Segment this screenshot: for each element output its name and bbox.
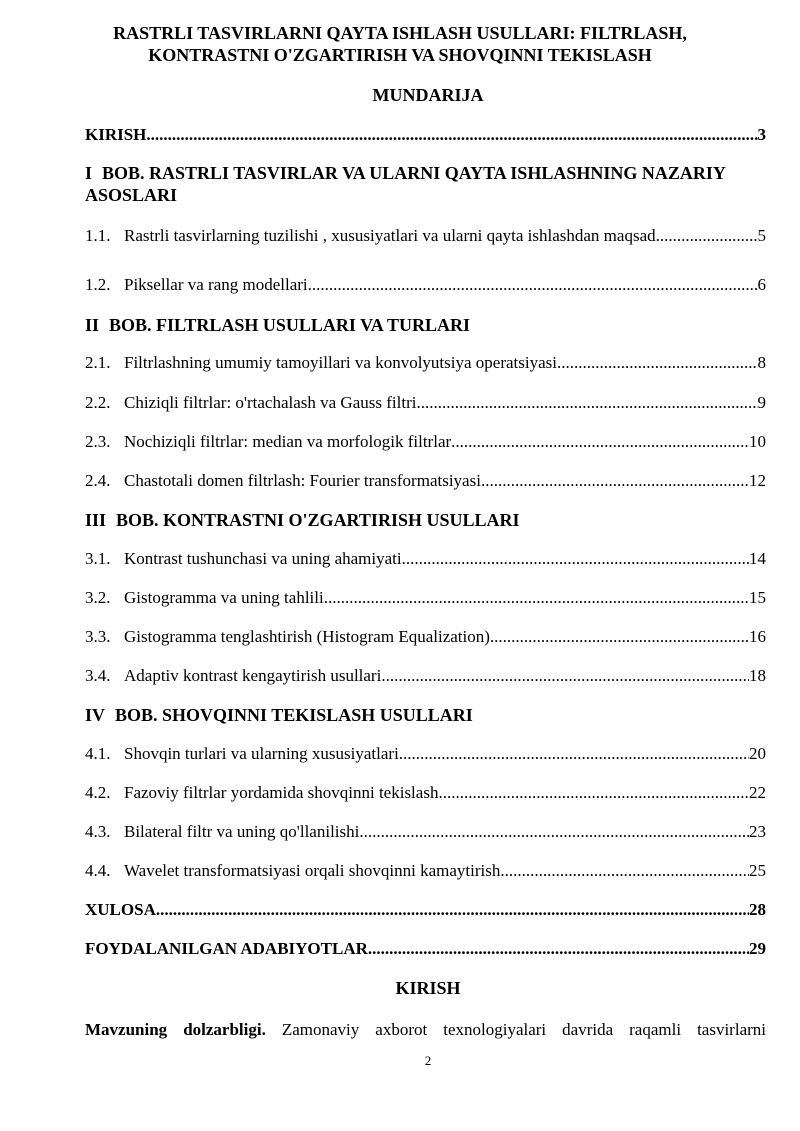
dot-leader (656, 225, 758, 247)
toc-entry-number: 1.1. (85, 226, 111, 245)
toc-entry-2-2[interactable] (85, 392, 766, 414)
toc-entry-number: 2.2. (85, 393, 111, 412)
toc-entry-number: 2.3. (85, 432, 111, 451)
toc-entry-text: Kontrast tushunchasi va uning ahamiyati (124, 549, 402, 568)
dot-leader (359, 821, 749, 843)
title-line-2: KONTRASTNI O'ZGARTIRISH VA SHOVQINNI TEKISLASH (148, 45, 652, 65)
toc-page-number: 5 (757, 226, 766, 245)
toc-chapter-1[interactable] (85, 162, 766, 206)
toc-entry-text: KIRISH (85, 125, 147, 144)
toc-entry-text: FOYDALANILGAN ADABIYOTLAR (85, 939, 368, 958)
toc-entry-1-1[interactable] (85, 225, 766, 247)
toc-entry-number: 1.2. (85, 275, 111, 294)
toc-entry-text: Gistogramma tenglashtirish (Histogram Equalization) (124, 627, 490, 646)
toc-entry-1-2[interactable] (85, 274, 766, 296)
toc-page-number: 25 (749, 861, 766, 880)
toc-entry-intro[interactable] (85, 124, 766, 146)
toc-entry-text: Adaptiv kontrast kengaytirish usullari (124, 666, 382, 685)
toc-entry-number: 4.2. (85, 783, 111, 802)
toc-entry-number: 4.1. (85, 744, 111, 763)
toc-entry-number: 2.4. (85, 471, 111, 490)
dot-leader (500, 860, 749, 882)
toc-entry-conclusion[interactable] (85, 899, 766, 921)
chapter-title: BOB. FILTRLASH USULLARI VA TURLARI (109, 315, 470, 335)
chapter-numeral: III (85, 510, 107, 530)
dot-leader (416, 392, 757, 414)
dot-leader (451, 431, 749, 453)
toc-page-number: 28 (749, 900, 766, 919)
toc-entry-number: 3.2. (85, 588, 111, 607)
toc-entry-number: 3.3. (85, 627, 111, 646)
section-heading-intro: KIRISH (395, 978, 461, 998)
chapter-numeral: I (85, 163, 93, 183)
toc-page-number: 20 (749, 744, 766, 763)
toc-heading: MUNDARIJA (372, 85, 484, 105)
page-number: 2 (424, 1053, 432, 1068)
toc-entry-2-4[interactable] (85, 470, 766, 492)
intro-paragraph (85, 1019, 766, 1041)
toc-page-number: 3 (757, 125, 766, 144)
dot-leader (381, 665, 749, 687)
toc-entry-3-2[interactable] (85, 587, 766, 609)
toc-entry-2-3[interactable] (85, 431, 766, 453)
toc-entry-3-4[interactable] (85, 665, 766, 687)
dot-leader (557, 352, 758, 374)
toc-entry-text: Piksellar va rang modellari (124, 275, 308, 294)
toc-entry-number: 4.3. (85, 822, 111, 841)
toc-entry-4-4[interactable] (85, 860, 766, 882)
chapter-title: BOB. SHOVQINNI TEKISLASH USULLARI (115, 705, 473, 725)
toc-page-number: 23 (749, 822, 766, 841)
chapter-title: BOB. RASTRLI TASVIRLAR VA ULARNI QAYTA ISHLASHNING NAZARIY ASOSLARI (85, 163, 726, 205)
toc-page-number: 22 (749, 783, 766, 802)
dot-leader (156, 899, 749, 921)
toc-page-number: 18 (749, 666, 766, 685)
toc-page-number: 15 (749, 588, 766, 607)
toc-entry-number: 4.4. (85, 861, 111, 880)
chapter-numeral: IV (85, 705, 106, 725)
dot-leader (146, 124, 757, 146)
dot-leader (324, 587, 749, 609)
toc-page-number: 12 (749, 471, 766, 490)
toc-chapter-3[interactable] (85, 509, 766, 531)
toc-entry-text: Fazoviy filtrlar yordamida shovqinni tekislash (124, 783, 439, 802)
toc-entry-number: 3.4. (85, 666, 111, 685)
dot-leader (308, 274, 758, 296)
toc-entry-4-2[interactable] (85, 782, 766, 804)
toc-chapter-2[interactable] (85, 314, 766, 336)
toc-entry-text: XULOSA (85, 900, 156, 919)
toc-entry-text: Shovqin turlari va ularning xususiyatlari (124, 744, 399, 763)
toc-page-number: 29 (749, 939, 766, 958)
toc-entry-2-1[interactable] (85, 352, 766, 374)
toc-entry-text: Chiziqli filtrlar: o'rtachalash va Gauss filtri (124, 393, 417, 412)
toc-entry-3-3[interactable] (85, 626, 766, 648)
toc-page-number: 10 (749, 432, 766, 451)
toc-entry-references[interactable] (85, 938, 766, 960)
toc-entry-text: Nochiziqli filtrlar: median va morfologik filtrlar (124, 432, 452, 451)
toc-page-number: 14 (749, 549, 766, 568)
toc-entry-4-1[interactable] (85, 743, 766, 765)
dot-leader (438, 782, 749, 804)
toc-page-number: 9 (757, 393, 766, 412)
toc-page-number: 16 (749, 627, 766, 646)
toc-entry-text: Chastotali domen filtrlash: Fourier transformatsiyasi (124, 471, 481, 490)
toc-entry-text: Bilateral filtr va uning qo'llanilishi (124, 822, 360, 841)
dot-leader (402, 548, 749, 570)
toc-entry-text: Gistogramma va uning tahlili (124, 588, 324, 607)
paragraph-text: Zamonaviy axborot texnologiyalari davrida raqamli tasvirlarni (281, 1020, 766, 1039)
toc-entry-3-1[interactable] (85, 548, 766, 570)
dot-leader (490, 626, 749, 648)
toc-chapter-4[interactable] (85, 704, 766, 726)
toc-entry-text: Filtrlashning umumiy tamoyillari va konvolyutsiya operatsiyasi (124, 353, 557, 372)
toc-entry-text: Wavelet transformatsiyasi orqali shovqinni kamaytirish (124, 861, 501, 880)
document-title (60, 22, 740, 66)
dot-leader (481, 470, 749, 492)
toc-entry-number: 3.1. (85, 549, 111, 568)
toc-page-number: 8 (757, 353, 766, 372)
toc-page-number: 6 (757, 275, 766, 294)
chapter-title: BOB. KONTRASTNI O'ZGARTIRISH USULLARI (116, 510, 520, 530)
toc-entry-number: 2.1. (85, 353, 111, 372)
paragraph-lead: Mavzuning dolzarbligi. (85, 1020, 266, 1039)
dot-leader (368, 938, 749, 960)
dot-leader (399, 743, 749, 765)
toc-entry-text: Rastrli tasvirlarning tuzilishi , xususiyatlari va ularni qayta ishlashdan maqsad (124, 226, 656, 245)
title-line-1: RASTRLI TASVIRLARNI QAYTA ISHLASH USULLARI: FILTRLASH, (113, 23, 687, 43)
toc-entry-4-3[interactable] (85, 821, 766, 843)
chapter-numeral: II (85, 315, 100, 335)
